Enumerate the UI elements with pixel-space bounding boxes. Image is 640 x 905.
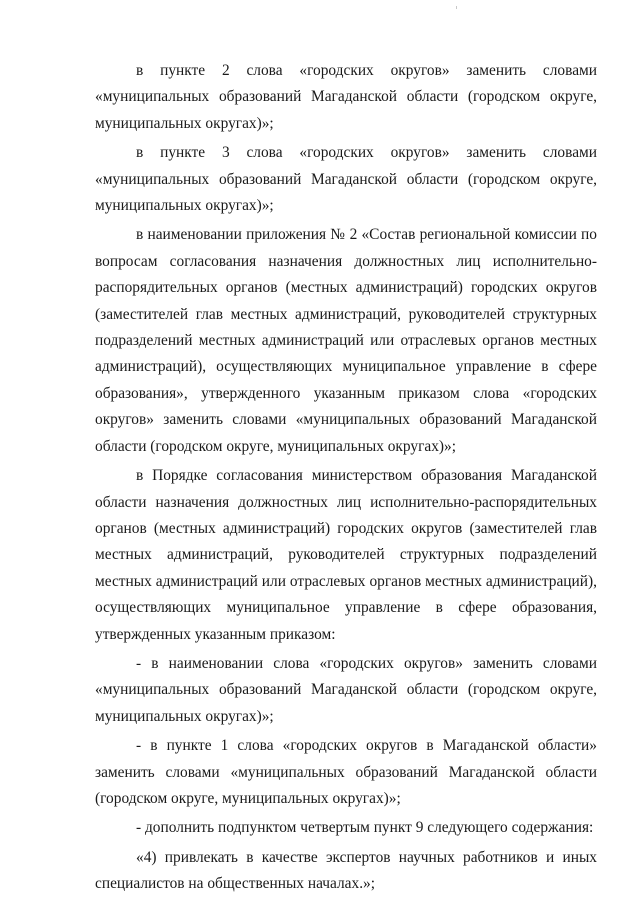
paragraph-item-3-amendment: в пункте 3 слова «городских округов» заменить словами «муниципальных образований Магаданской области (городском округе, муниципальных округах)»; — [95, 144, 597, 215]
paragraph-appendix-2-title-amendment: в наименовании приложения № 2 «Состав региональной комиссии по вопросам согласования назначения должностных лиц исполнительно-распорядительных органов (местных администраций) городских округов (заместителей глав местных администраций, руководителей структурных подразделений местных администраций или отраслевых органов местных администраций), осуществляющих муниципальное управление в сфере образования», утвержденного указанным приказом слова «городских округов» заменить словами «муниципальных образований Магаданской области (городском округе, муниципальных округах)»; — [95, 226, 597, 455]
paragraph-procedure-title-change: - в наименовании слова «городских округов» заменить словами «муниципальных образований Магаданской области (городском округе, муниципальных округах)»; — [95, 654, 597, 725]
paragraph-procedure-item-9-addition: - дополнить подпунктом четвертым пункт 9 следующего содержания: — [136, 819, 594, 837]
scan-mark — [456, 6, 457, 9]
paragraph-new-subitem-4: «4) привлекать в качестве экспертов научных работников и иных специалистов на общественных началах.»; — [95, 848, 597, 893]
paragraph-procedure-item-1-change: - в пункте 1 слова «городских округов в Магаданской области» заменить словами «муниципальных образований Магаданской области (городском округе, муниципальных округах)»; — [95, 737, 597, 807]
paragraph-procedure-amendment: в Порядке согласования министерством образования Магаданской области назначения должностных лиц исполнительно-распорядительных органов (местных администраций) городских округов (заместителей глав местных администраций, руководителей структурных подразделений местных администраций или отраслевых органов местных администраций), осуществляющих муниципальное управление в сфере образования, утвержденных указанным приказом: — [95, 467, 597, 643]
paragraph-item-2-amendment: в пункте 2 слова «городских округов» заменить словами «муниципальных образований Магаданской области (городском округе, муниципальных округах)»; — [95, 62, 597, 132]
document-body — [95, 58, 597, 901]
